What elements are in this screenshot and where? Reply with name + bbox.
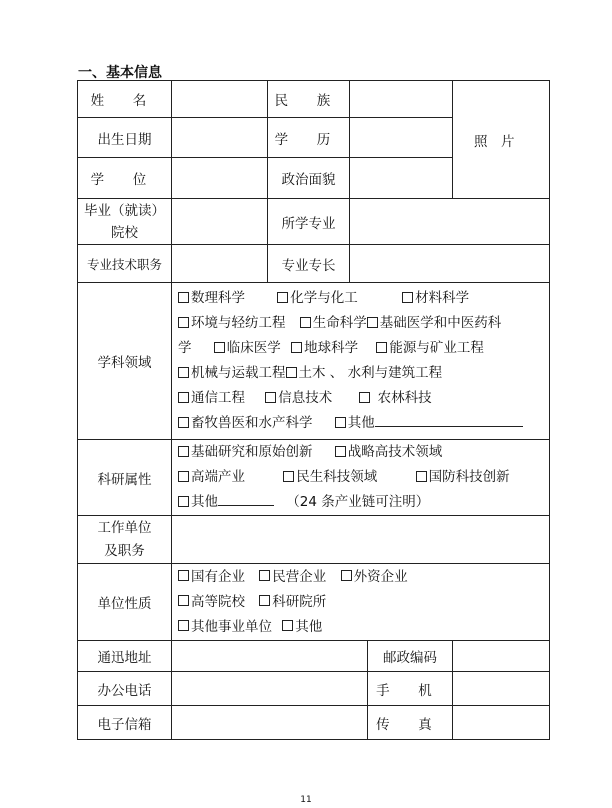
checkbox[interactable] (178, 367, 189, 378)
major-field[interactable] (350, 199, 550, 245)
research-row-3 (178, 490, 543, 515)
specialty-field[interactable] (350, 245, 550, 283)
research-row-2 (178, 465, 543, 490)
employer-label (78, 516, 172, 564)
mobile-label: 手 机 (368, 672, 453, 706)
checkbox[interactable] (341, 570, 352, 581)
address-field[interactable] (172, 641, 368, 672)
mobile-field[interactable] (453, 672, 550, 706)
checkbox[interactable] (259, 595, 270, 606)
discipline-row-2 (178, 311, 543, 336)
unit-options (172, 564, 550, 641)
email-field[interactable] (172, 706, 368, 740)
degree-field[interactable] (172, 158, 268, 199)
unit-row-1 (178, 565, 543, 590)
other-research-input[interactable] (218, 492, 274, 506)
unit-row-2 (178, 590, 543, 615)
checkbox[interactable] (214, 342, 225, 353)
option-label: 国防科技创新 (428, 469, 510, 485)
discipline-row-5 (178, 386, 543, 411)
option-label: 基础研究和原始创新 (191, 444, 313, 460)
school-label-line2: 院校 (111, 224, 138, 241)
page-number: 11 (300, 795, 312, 805)
basic-info-form (77, 80, 550, 740)
research-row-1 (178, 440, 543, 465)
checkbox[interactable] (178, 570, 189, 581)
option-label: 其他 (347, 415, 375, 431)
option-label: 化学与化工 (290, 290, 358, 306)
political-status-field[interactable] (350, 158, 453, 199)
postcode-label: 邮政编码 (368, 641, 453, 672)
checkbox[interactable] (335, 446, 346, 457)
title-label: 专业技术职务 (78, 245, 172, 283)
option-label: 高端产业 (191, 469, 245, 485)
title-field[interactable] (172, 245, 268, 283)
specialty-label: 专业专长 (268, 245, 350, 283)
address-label: 通迅地址 (78, 641, 172, 672)
checkbox[interactable] (335, 417, 346, 428)
discipline-row-6 (178, 411, 543, 436)
checkbox[interactable] (367, 317, 378, 328)
option-label: 能源与矿业工程 (389, 340, 484, 356)
checkbox[interactable] (300, 317, 311, 328)
checkbox[interactable] (282, 620, 293, 631)
photo-box[interactable]: 照片 (453, 81, 550, 199)
employer-field[interactable] (172, 516, 550, 564)
option-label: 国有企业 (191, 568, 245, 585)
name-label: 姓 名 (78, 81, 172, 118)
option-label: 其他 (191, 494, 218, 510)
option-label-continued: 学 (178, 340, 192, 356)
checkbox[interactable] (178, 620, 189, 631)
birth-date-label: 出生日期 (78, 118, 172, 158)
email-label: 电子信箱 (78, 706, 172, 740)
discipline-row-1 (178, 286, 543, 311)
school-label-line1: 毕业（就读） (84, 202, 165, 219)
section-title: 一、基本信息 (78, 65, 162, 81)
checkbox[interactable] (402, 292, 413, 303)
checkbox[interactable] (283, 471, 294, 482)
school-field[interactable] (172, 199, 268, 245)
discipline-label: 学科领域 (78, 283, 172, 440)
option-label: 农林科技 (377, 390, 432, 406)
option-label: 战略高技术领域 (347, 444, 443, 460)
research-type-label: 科研属性 (78, 440, 172, 516)
other-discipline-input[interactable] (375, 413, 523, 427)
option-label: 通信工程 (191, 390, 245, 406)
unit-row-3 (178, 615, 543, 640)
employer-label-line1: 工作单位 (97, 519, 152, 536)
discipline-row-4 (178, 361, 543, 386)
postcode-field[interactable] (453, 641, 550, 672)
option-label: 信息技术 (278, 390, 333, 406)
option-label: 其他事业单位 (191, 618, 272, 635)
checkbox[interactable] (291, 342, 302, 353)
option-label: 科研院所 (272, 593, 327, 610)
option-label: 民营企业 (272, 568, 327, 585)
option-label: 畜牧兽医和水产科学 (191, 415, 313, 431)
ethnicity-label: 民 族 (268, 81, 350, 118)
fax-field[interactable] (453, 706, 550, 740)
checkbox[interactable] (178, 417, 189, 428)
school-label (78, 199, 172, 245)
option-label: 其他 (295, 618, 323, 635)
checkbox[interactable] (178, 471, 189, 482)
option-label: 外资企业 (353, 568, 408, 585)
option-label: 临床医学 (226, 340, 281, 356)
ethnicity-field[interactable] (350, 81, 453, 118)
checkbox[interactable] (178, 595, 189, 606)
discipline-options (172, 283, 550, 440)
checkbox[interactable] (265, 392, 276, 403)
name-field[interactable] (172, 81, 268, 118)
checkbox[interactable] (178, 392, 189, 403)
checkbox[interactable] (178, 292, 189, 303)
unit-type-label: 单位性质 (78, 564, 172, 641)
option-label: 生命科学 (312, 315, 367, 331)
checkbox[interactable] (376, 342, 387, 353)
fax-label: 传 真 (368, 706, 453, 740)
checkbox[interactable] (416, 471, 427, 482)
office-phone-label: 办公电话 (78, 672, 172, 706)
option-label: 高等院校 (191, 593, 245, 610)
major-label: 所学专业 (268, 199, 350, 245)
checkbox[interactable] (359, 392, 370, 403)
option-label: 环境与轻纺工程 (191, 315, 286, 331)
industry-chain-note: （24 条产业链可注明） (286, 494, 430, 510)
education-field[interactable] (350, 118, 453, 158)
checkbox[interactable] (259, 570, 270, 581)
research-options (172, 440, 550, 516)
option-label: 基础医学和中医药科 (379, 315, 502, 331)
option-label: 数理科学 (191, 290, 245, 306)
employer-label-line2: 及职务 (104, 542, 145, 559)
option-label: 土木 、 水利与建筑工程 (298, 365, 443, 381)
option-label: 地球科学 (304, 340, 359, 356)
birth-date-field[interactable] (172, 118, 268, 158)
education-label: 学 历 (268, 118, 350, 158)
option-label: 材料科学 (415, 290, 470, 306)
checkbox[interactable] (178, 496, 189, 507)
option-label: 民生科技领域 (296, 469, 378, 485)
political-status-label: 政治面貌 (268, 158, 350, 199)
discipline-row-3 (178, 336, 543, 361)
checkbox[interactable] (178, 446, 189, 457)
degree-label: 学 位 (78, 158, 172, 199)
checkbox[interactable] (277, 292, 288, 303)
checkbox[interactable] (286, 367, 297, 378)
option-label: 机械与运载工程 (191, 365, 286, 381)
office-phone-field[interactable] (172, 672, 368, 706)
checkbox[interactable] (178, 317, 189, 328)
